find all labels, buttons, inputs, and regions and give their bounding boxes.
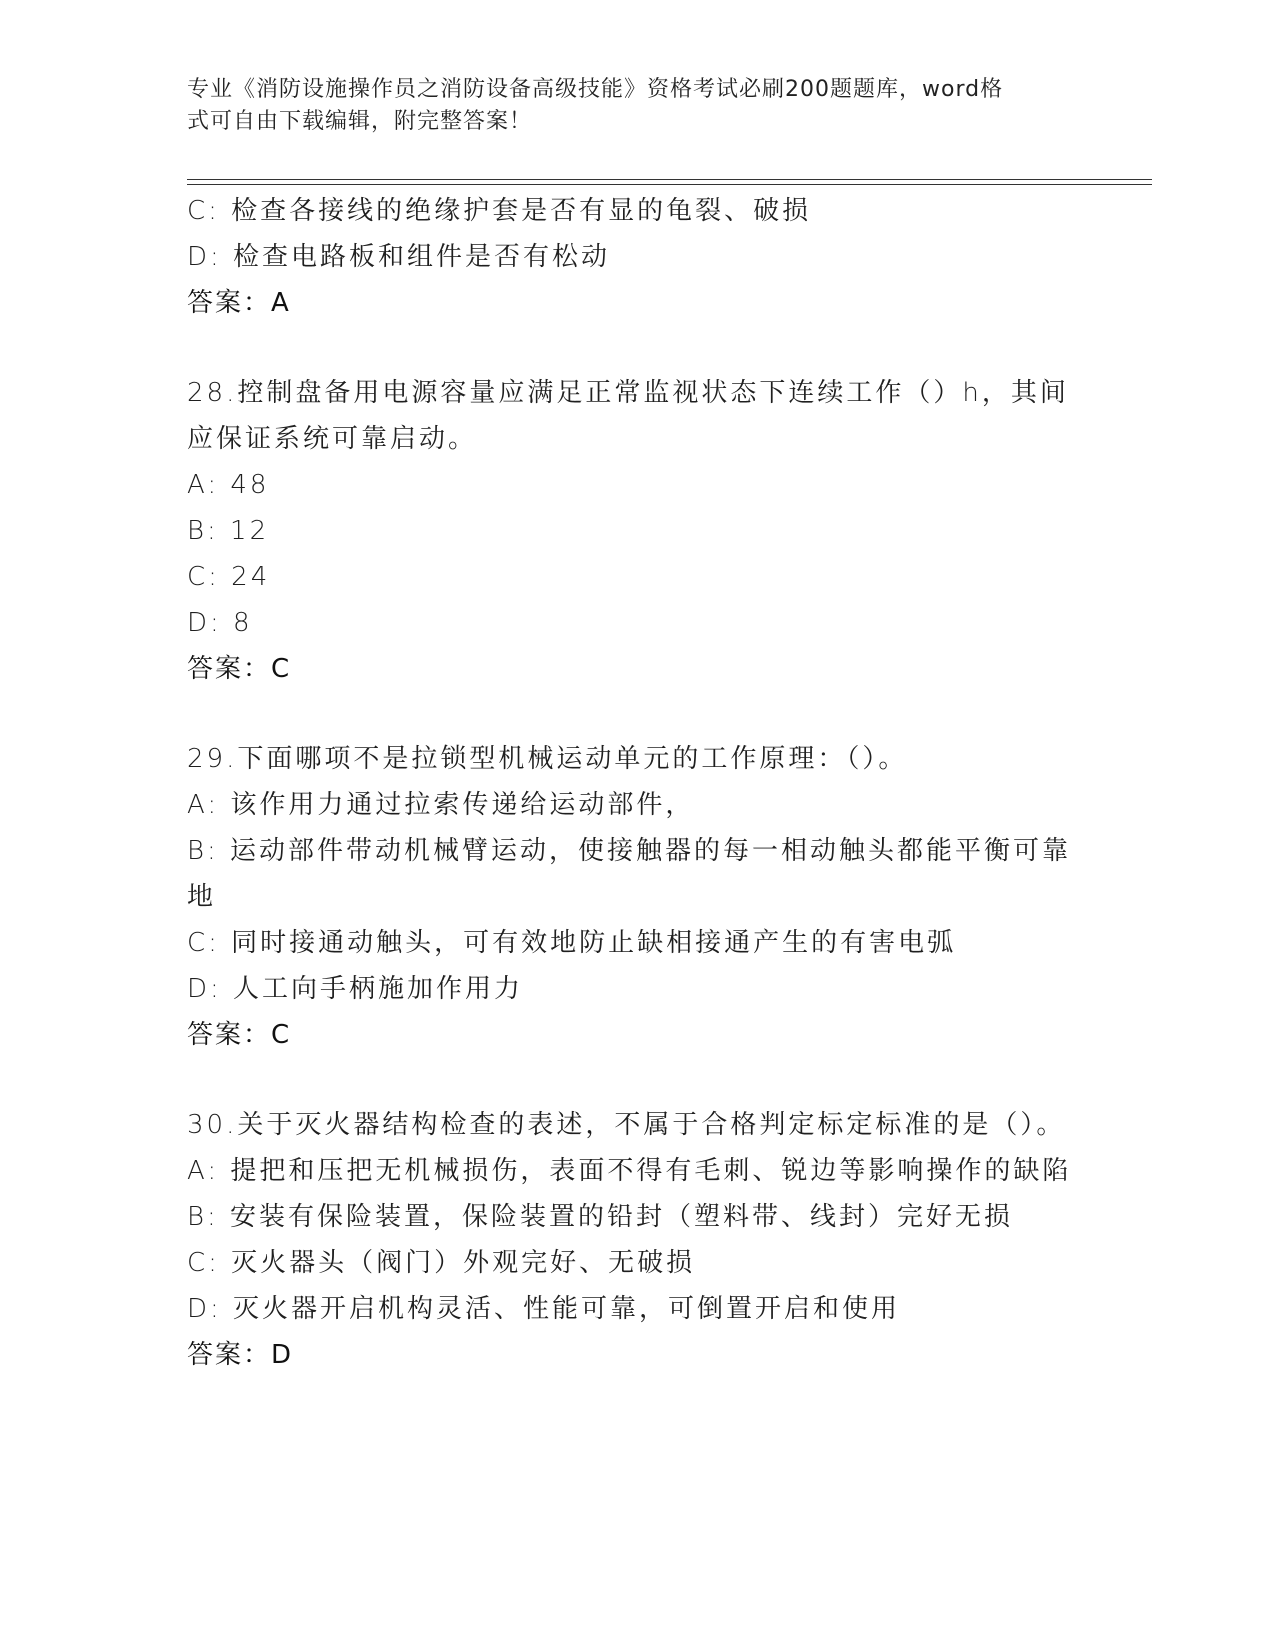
question-28 [187,370,1087,692]
option-c: C: 24 [187,562,271,592]
header-divider-bottom [187,184,1152,185]
question-27-continued [187,188,1087,326]
spacer [187,1058,1087,1102]
question-stem-continued: 应保证系统可靠启动。 [187,424,478,454]
question-list [187,188,1087,1378]
option-c: C: 同时接通动触头，可有效地防止缺相接通产生的有害电弧 [187,928,957,958]
question-stem: 29.下面哪项不是拉锁型机械运动单元的工作原理：（）。 [187,744,908,774]
option-c: C: 检查各接线的绝缘护套是否有显的龟裂、破损 [187,196,812,226]
option-d: D: 人工向手柄施加作用力 [187,974,524,1004]
document-header [187,74,1067,138]
spacer [187,692,1087,736]
option-c: C: 灭火器头（阀门）外观完好、无破损 [187,1248,696,1278]
answer-line: 答案：A [187,288,291,318]
question-stem: 30.关于灭火器结构检查的表述，不属于合格判定标定标准的是（）。 [187,1110,1066,1140]
option-a: A: 该作用力通过拉索传递给运动部件， [187,790,695,820]
option-b: B: 运动部件带动机械臂运动，使接触器的每一相动触头都能平衡可靠 [187,836,1072,866]
question-29 [187,736,1087,1058]
spacer [187,326,1087,370]
option-d: D: 灭火器开启机构灵活、性能可靠，可倒置开启和使用 [187,1294,901,1324]
answer-line: 答案：D [187,1340,294,1370]
question-stem: 28.控制盘备用电源容量应满足正常监视状态下连续工作（）h，其间 [187,378,1069,408]
answer-line: 答案：C [187,1020,292,1050]
option-d: D: 检查电路板和组件是否有松动 [187,242,611,272]
answer-line: 答案：C [187,654,292,684]
option-d: D: 8 [187,608,253,638]
option-a: A: 48 [187,470,270,500]
question-30 [187,1102,1087,1378]
option-a: A: 提把和压把无机械损伤，表面不得有毛刺、锐边等影响操作的缺陷 [187,1156,1072,1186]
option-b-continued: 地 [187,882,217,912]
header-line-2: 式可自由下载编辑，附完整答案！ [187,109,533,134]
header-divider-top [187,179,1152,180]
option-b: B: 安装有保险装置，保险装置的铅封（塑料带、线封）完好无损 [187,1202,1014,1232]
header-line-1: 专业《消防设施操作员之消防设备高级技能》资格考试必刷200题题库，word格 [187,77,1004,102]
option-b: B: 12 [187,516,270,546]
